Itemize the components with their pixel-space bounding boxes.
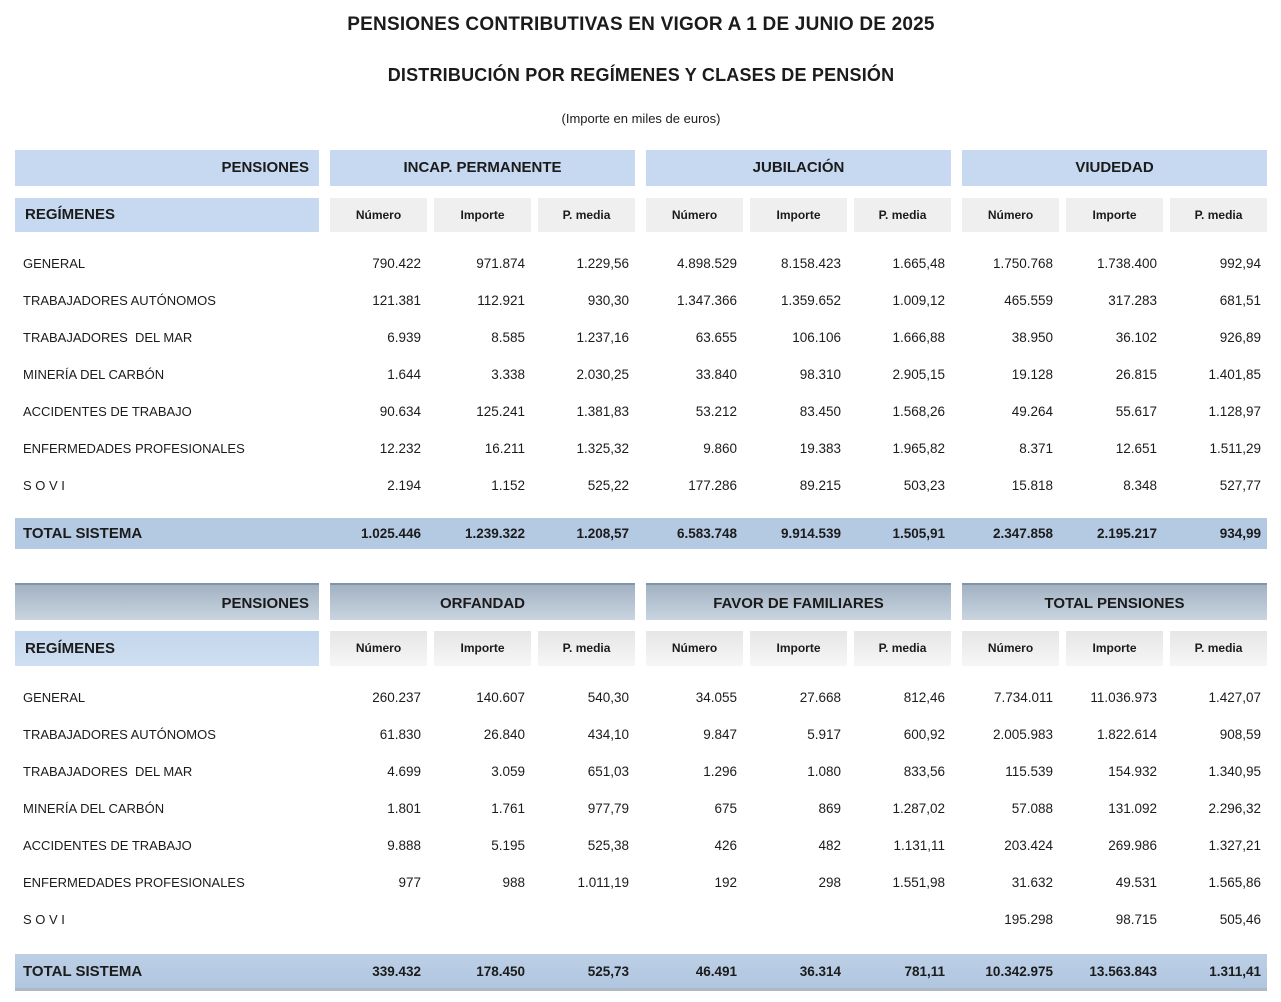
value-cell: 115.539	[1005, 764, 1053, 779]
value-cell: 1.666,88	[892, 330, 945, 345]
value-cell: 98.310	[799, 367, 841, 382]
value-cell: 540,30	[587, 690, 629, 705]
total-value-cell: 1.311,41	[1209, 963, 1261, 979]
total-value-cell: 525,73	[587, 963, 629, 979]
regime-label: TRABAJADORES DEL MAR	[23, 330, 193, 345]
regime-row	[15, 679, 1267, 716]
total-value-cell: 178.450	[476, 963, 525, 979]
value-cell: 106.106	[792, 330, 841, 345]
units-note: (Importe en miles de euros)	[561, 111, 721, 126]
value-cell: 988	[502, 875, 525, 890]
total-value-cell: 934,99	[1219, 526, 1261, 541]
value-cell: 15.818	[1011, 478, 1053, 493]
value-cell: 1.128,97	[1208, 404, 1261, 419]
regime-label: MINERÍA DEL CARBÓN	[23, 367, 165, 382]
page-title: PENSIONES CONTRIBUTIVAS EN VIGOR A 1 DE JUNIO DE 2025	[347, 14, 935, 35]
value-cell: 1.347.366	[676, 293, 737, 308]
value-cell: 2.030,25	[576, 367, 629, 382]
value-cell: 61.830	[379, 727, 421, 742]
value-cell: 1.401,85	[1208, 367, 1261, 382]
value-cell: 195.298	[1004, 912, 1053, 927]
value-cell: 908,59	[1219, 727, 1261, 742]
group-header: FAVOR DE FAMILIARES	[646, 583, 951, 620]
regime-label: S O V I	[23, 912, 65, 927]
regime-label: ENFERMEDADES PROFESIONALES	[23, 875, 245, 890]
column-subheader: Número	[330, 631, 427, 666]
value-cell: 1.080	[807, 764, 841, 779]
group-header: JUBILACIÓN	[646, 150, 951, 186]
pension-table-bottom	[15, 583, 1267, 991]
value-cell: 7.734.011	[993, 690, 1053, 705]
value-cell: 1.750.768	[992, 256, 1053, 271]
column-subheader: P. media	[538, 198, 635, 232]
regime-label: ACCIDENTES DE TRABAJO	[23, 838, 192, 853]
value-cell: 1.325,32	[576, 441, 629, 456]
value-cell: 992,94	[1219, 256, 1261, 271]
value-cell: 1.568,26	[892, 404, 945, 419]
regime-label: S O V I	[23, 478, 65, 493]
value-cell: 1.565,86	[1208, 875, 1261, 890]
value-cell: 790.422	[372, 256, 421, 271]
value-cell: 505,46	[1219, 912, 1261, 927]
value-cell: 1.801	[387, 801, 421, 816]
value-cell: 600,92	[903, 727, 945, 742]
corner-header: PENSIONES	[15, 583, 319, 620]
total-value-cell: 2.347.858	[992, 526, 1053, 541]
value-cell: 38.950	[1011, 330, 1053, 345]
value-cell: 1.427,07	[1208, 690, 1261, 705]
total-row	[15, 518, 1267, 549]
value-cell: 1.152	[491, 478, 525, 493]
value-cell: 1.551,98	[892, 875, 945, 890]
value-cell: 4.699	[387, 764, 421, 779]
value-cell: 1.965,82	[892, 441, 945, 456]
total-label: TOTAL SISTEMA	[23, 525, 143, 542]
value-cell: 1.738.400	[1096, 256, 1157, 271]
column-subheader-row	[15, 198, 1267, 232]
value-cell: 1.511,29	[1209, 441, 1261, 456]
value-cell: 2.194	[387, 478, 421, 493]
total-value-cell: 1.208,57	[576, 526, 629, 541]
value-cell: 1.822.614	[1096, 727, 1157, 742]
group-header-row	[15, 150, 1267, 186]
value-cell: 140.607	[476, 690, 525, 705]
total-value-cell: 2.195.217	[1096, 526, 1157, 541]
value-cell: 8.158.423	[780, 256, 841, 271]
column-subheader: Importe	[434, 198, 531, 232]
value-cell: 426	[714, 838, 737, 853]
regime-row	[15, 716, 1267, 753]
regime-row	[15, 901, 1267, 938]
regime-row	[15, 430, 1267, 467]
value-cell: 1.287,02	[892, 801, 945, 816]
value-cell: 1.237,16	[576, 330, 629, 345]
column-subheader: P. media	[854, 631, 951, 666]
column-subheader: Importe	[434, 631, 531, 666]
value-cell: 131.092	[1108, 801, 1157, 816]
value-cell: 55.617	[1115, 404, 1157, 419]
value-cell: 154.932	[1108, 764, 1157, 779]
column-subheader-row	[15, 631, 1267, 666]
value-cell: 3.059	[491, 764, 525, 779]
column-subheader: Número	[646, 631, 743, 666]
group-header-row	[15, 583, 1267, 620]
value-cell: 9.860	[703, 441, 737, 456]
value-cell: 19.383	[799, 441, 841, 456]
value-cell: 260.237	[372, 690, 421, 705]
regime-row	[15, 467, 1267, 504]
group-header: TOTAL PENSIONES	[962, 583, 1267, 620]
value-cell: 27.668	[799, 690, 841, 705]
value-cell: 177.286	[688, 478, 737, 493]
regime-label: ACCIDENTES DE TRABAJO	[23, 404, 192, 419]
value-cell: 12.232	[379, 441, 421, 456]
regime-label: GENERAL	[23, 690, 86, 705]
column-subheader: Importe	[1066, 198, 1163, 232]
regime-label: TRABAJADORES DEL MAR	[23, 764, 193, 779]
page-subtitle: DISTRIBUCIÓN POR REGÍMENES Y CLASES DE PENSIÓN	[387, 65, 895, 85]
total-value-cell: 13.563.843	[1089, 963, 1157, 979]
value-cell: 90.634	[379, 404, 421, 419]
regime-label: TRABAJADORES AUTÓNOMOS	[23, 727, 216, 742]
value-cell: 434,10	[587, 727, 629, 742]
column-subheader: Número	[962, 198, 1059, 232]
value-cell: 977,79	[587, 801, 629, 816]
total-value-cell: 6.583.748	[676, 526, 737, 541]
regime-row	[15, 393, 1267, 430]
value-cell: 5.917	[807, 727, 841, 742]
value-cell: 19.128	[1011, 367, 1053, 382]
value-cell: 482	[818, 838, 841, 853]
value-cell: 1.009,12	[892, 293, 945, 308]
group-header: INCAP. PERMANENTE	[330, 150, 635, 186]
value-cell: 83.450	[799, 404, 841, 419]
column-subheader: P. media	[1170, 198, 1267, 232]
value-cell: 812,46	[903, 690, 945, 705]
value-cell: 525,38	[587, 838, 629, 853]
column-subheader: P. media	[1170, 631, 1267, 666]
value-cell: 36.102	[1115, 330, 1157, 345]
regime-label: ENFERMEDADES PROFESIONALES	[23, 441, 245, 456]
value-cell: 26.840	[483, 727, 525, 742]
regime-row	[15, 790, 1267, 827]
value-cell: 1.381,83	[576, 404, 629, 419]
regime-label: TRABAJADORES AUTÓNOMOS	[23, 293, 216, 308]
value-cell: 34.055	[695, 690, 737, 705]
value-cell: 1.327,21	[1208, 838, 1261, 853]
value-cell: 98.715	[1115, 912, 1157, 927]
column-subheader: Número	[962, 631, 1059, 666]
value-cell: 675	[714, 801, 737, 816]
value-cell: 1.359.652	[780, 293, 841, 308]
total-value-cell: 1.505,91	[892, 526, 945, 541]
value-cell: 31.632	[1011, 875, 1053, 890]
value-cell: 317.283	[1108, 293, 1157, 308]
value-cell: 1.229,56	[576, 256, 629, 271]
value-cell: 112.921	[477, 293, 525, 308]
total-label: TOTAL SISTEMA	[23, 962, 143, 980]
pension-table-top	[15, 150, 1267, 549]
value-cell: 8.348	[1123, 478, 1157, 493]
group-header: VIUDEDAD	[962, 150, 1267, 186]
value-cell: 525,22	[587, 478, 629, 493]
value-cell: 833,56	[903, 764, 945, 779]
value-cell: 121.381	[372, 293, 421, 308]
group-header: ORFANDAD	[330, 583, 635, 620]
value-cell: 1.340,95	[1208, 764, 1261, 779]
row-header: REGÍMENES	[15, 198, 319, 232]
total-value-cell: 1.239.322	[464, 526, 525, 541]
value-cell: 681,51	[1219, 293, 1261, 308]
total-value-cell: 781,11	[904, 963, 945, 979]
corner-header: PENSIONES	[15, 150, 319, 186]
total-value-cell: 339.432	[372, 963, 421, 979]
value-cell: 1.644	[387, 367, 421, 382]
value-cell: 971.874	[476, 256, 525, 271]
value-cell: 33.840	[695, 367, 737, 382]
column-subheader: Importe	[750, 198, 847, 232]
regime-label: GENERAL	[23, 256, 86, 271]
value-cell: 26.815	[1115, 367, 1157, 382]
value-cell: 6.939	[387, 330, 421, 345]
column-subheader: Importe	[1066, 631, 1163, 666]
regime-row	[15, 827, 1267, 864]
value-cell: 203.424	[1004, 838, 1053, 853]
value-cell: 1.131,11	[893, 838, 945, 853]
value-cell: 1.665,48	[892, 256, 945, 271]
value-cell: 192	[714, 875, 737, 890]
value-cell: 9.847	[703, 727, 737, 742]
row-header: REGÍMENES	[15, 631, 319, 666]
value-cell: 503,23	[903, 478, 945, 493]
regime-label: MINERÍA DEL CARBÓN	[23, 801, 165, 816]
value-cell: 2.005.983	[992, 727, 1053, 742]
value-cell: 977	[398, 875, 421, 890]
value-cell: 869	[818, 801, 841, 816]
value-cell: 2.296,32	[1208, 801, 1261, 816]
column-subheader: Importe	[750, 631, 847, 666]
value-cell: 89.215	[799, 478, 841, 493]
value-cell: 49.531	[1115, 875, 1157, 890]
value-cell: 926,89	[1219, 330, 1261, 345]
total-value-cell: 1.025.446	[360, 526, 421, 541]
regime-row	[15, 282, 1267, 319]
value-cell: 651,03	[587, 764, 629, 779]
value-cell: 930,30	[587, 293, 629, 308]
column-subheader: P. media	[854, 198, 951, 232]
total-value-cell: 9.914.539	[780, 526, 841, 541]
value-cell: 3.338	[491, 367, 525, 382]
value-cell: 1.011,19	[577, 875, 629, 890]
table-body	[15, 679, 1267, 938]
value-cell: 269.986	[1108, 838, 1157, 853]
value-cell: 5.195	[491, 838, 525, 853]
total-value-cell: 46.491	[695, 963, 737, 979]
value-cell: 12.651	[1115, 441, 1157, 456]
column-subheader: Número	[646, 198, 743, 232]
value-cell: 16.211	[484, 441, 525, 456]
value-cell: 527,77	[1219, 478, 1261, 493]
value-cell: 8.585	[491, 330, 525, 345]
value-cell: 125.241	[476, 404, 525, 419]
total-value-cell: 10.342.975	[985, 963, 1053, 979]
value-cell: 1.761	[491, 801, 525, 816]
total-row	[15, 954, 1267, 991]
column-subheader: P. media	[538, 631, 635, 666]
regime-row	[15, 319, 1267, 356]
value-cell: 9.888	[387, 838, 421, 853]
table-body	[15, 245, 1267, 504]
value-cell: 298	[818, 875, 841, 890]
value-cell: 11.036.973	[1090, 690, 1157, 705]
value-cell: 57.088	[1011, 801, 1053, 816]
value-cell: 49.264	[1011, 404, 1053, 419]
column-subheader: Número	[330, 198, 427, 232]
regime-row	[15, 245, 1267, 282]
total-value-cell: 36.314	[799, 963, 841, 979]
value-cell: 53.212	[695, 404, 737, 419]
value-cell: 1.296	[703, 764, 737, 779]
value-cell: 8.371	[1019, 441, 1053, 456]
regime-row	[15, 753, 1267, 790]
regime-row	[15, 864, 1267, 901]
regime-row	[15, 356, 1267, 393]
value-cell: 4.898.529	[676, 256, 737, 271]
value-cell: 465.559	[1004, 293, 1053, 308]
value-cell: 63.655	[695, 330, 737, 345]
value-cell: 2.905,15	[892, 367, 945, 382]
